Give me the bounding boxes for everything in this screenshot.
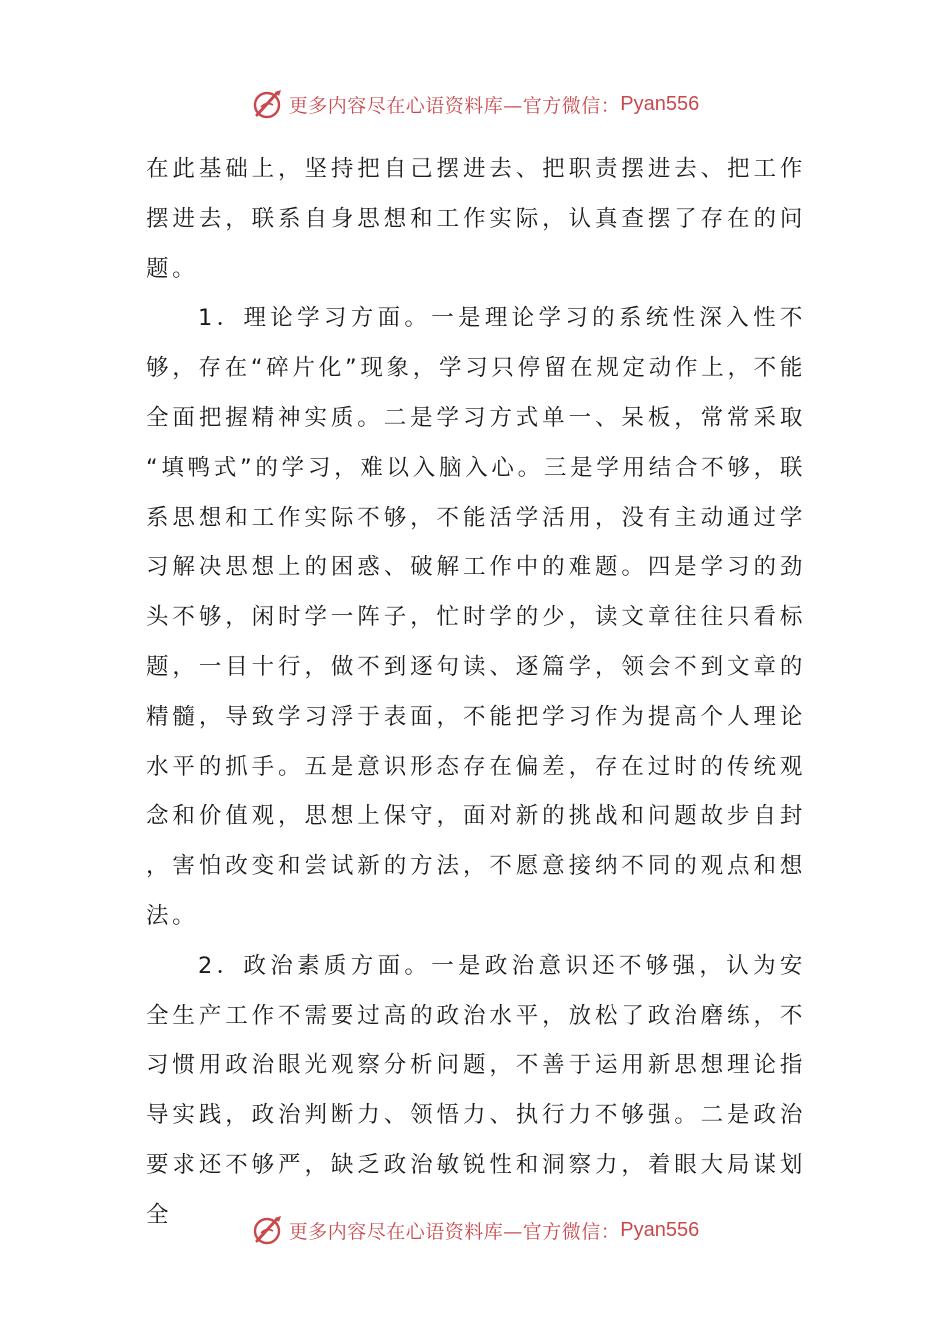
paragraph-political-quality: 2．政治素质方面。一是政治意识还不够强，认为安全生产工作不需要过高的政治水平，放松了政治磨练，不习惯用政治眼光观察分析问题，不善于运用新思想理论指导实践，政治判断力、领悟力、执行力不够强。二是政治要求还不够严，缺乏政治敏锐性和洞察力，着眼大局谋划全	[146, 952, 806, 1228]
document-body	[146, 145, 806, 1241]
header-banner-text: 更多内容尽在心语资料库—	[288, 94, 523, 117]
footer-banner-wechat-id: Pyan556	[620, 1218, 700, 1241]
paragraph-intro: 在此基础上，坚持把自己摆进去、把职责摆进去、把工作摆进去，联系自身思想和工作实际，认真查摆了存在的问题。	[146, 156, 806, 282]
footer-banner-wechat-label: 官方微信：	[522, 1220, 621, 1243]
footer-banner	[0, 1210, 950, 1250]
pen-logo-icon	[251, 1213, 285, 1247]
header-banner	[0, 84, 950, 124]
header-banner-wechat-label: 官方微信：	[522, 94, 621, 117]
paragraph-theory-study: 1．理论学习方面。一是理论学习的系统性深入性不够，存在“碎片化”现象，学习只停留在规定动作上，不能全面把握精神实质。二是学习方式单一、呆板，常常采取“填鸭式”的学习，难以入脑入心。三是学用结合不够，联系思想和工作实际不够，不能活学活用，没有主动通过学习解决思想上的困惑、破解工作中的难题。四是学习的劲头不够，闲时学一阵子，忙时学的少，读文章往往只看标题，一目十行，做不到逐句读、逐篇学，领会不到文章的精髓，导致学习浮于表面，不能把学习作为提高个人理论水平的抓手。五是意识形态存在偏差，存在过时的传统观念和价值观，思想上保守，面对新的挑战和问题故步自封，害怕改变和尝试新的方法，不愿意接纳不同的观点和想法。	[146, 305, 806, 929]
pen-logo-icon	[251, 87, 285, 121]
footer-banner-text: 更多内容尽在心语资料库—	[288, 1220, 523, 1243]
header-banner-wechat-id: Pyan556	[620, 92, 700, 115]
